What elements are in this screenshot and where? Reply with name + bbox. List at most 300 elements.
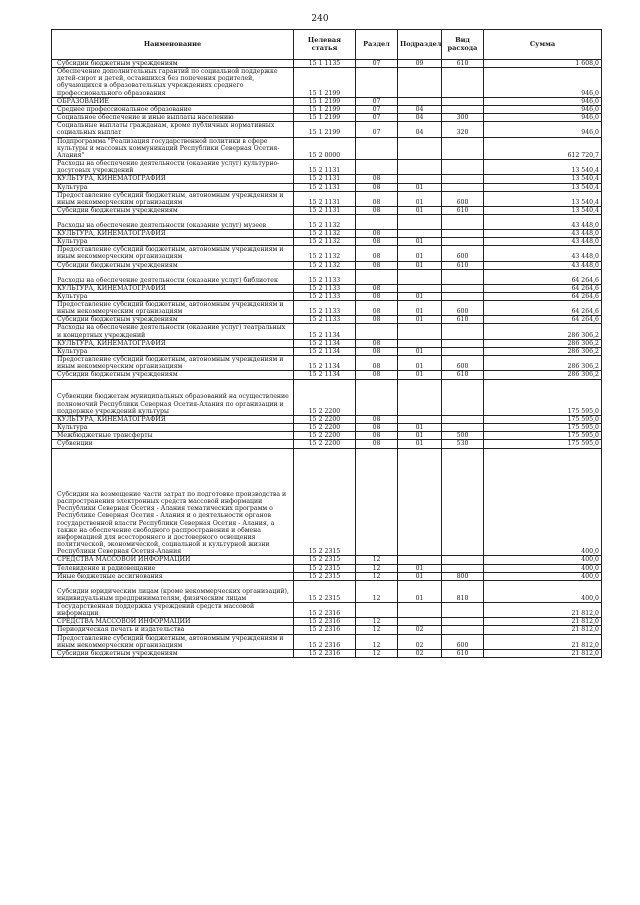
expense-type-cell: 610	[442, 649, 484, 657]
subsection-cell: 01	[398, 371, 442, 379]
subsection-cell: 01	[398, 206, 442, 214]
amount-cell: 286 306,2	[484, 339, 602, 347]
amount-cell: 946,0	[484, 68, 602, 98]
article-cell: 15 2 1132	[294, 246, 356, 261]
table-row	[52, 316, 602, 324]
name-cell: Обеспечение дополнительных гарантий по социальной поддержке детей-сирот и детей, оставшихся без попечения родителей, обучающихся в образовательных учреждениях среднего профессионального образования	[52, 68, 294, 98]
article-cell: 15 2 1131	[294, 160, 356, 175]
section-cell: 12	[356, 626, 398, 634]
table-row	[52, 324, 602, 339]
subsection-cell	[398, 97, 442, 105]
expense-type-cell: 600	[442, 246, 484, 261]
amount-cell: 946,0	[484, 114, 602, 122]
expense-type-cell	[442, 284, 484, 292]
article-cell: 15 1 1135	[294, 60, 356, 68]
subsection-cell	[398, 160, 442, 175]
table-row	[52, 105, 602, 113]
name-cell: Субвенции бюджетам муниципальных образований на осуществление полномочий Республики Северная Осетия-Алания по организации и поддержке учреждений культуры	[52, 379, 294, 415]
section-cell: 12	[356, 572, 398, 580]
table-row	[52, 183, 602, 191]
name-cell: Расходы на обеспечение деятельности (оказание услуг) театральных и концертных учреждений	[52, 324, 294, 339]
subsection-cell: 02	[398, 634, 442, 649]
subsection-cell	[398, 137, 442, 159]
subsection-cell	[398, 284, 442, 292]
name-cell: Субвенции	[52, 440, 294, 448]
table-row	[52, 602, 602, 617]
amount-cell: 400,0	[484, 564, 602, 572]
article-cell: 15 2 1131	[294, 206, 356, 214]
section-cell	[356, 324, 398, 339]
expense-type-cell	[442, 556, 484, 564]
amount-cell: 175 595,0	[484, 432, 602, 440]
subsection-cell: 01	[398, 316, 442, 324]
name-cell: Предоставление субсидий бюджетным, автономным учреждениям и иным некоммерческим организациям	[52, 246, 294, 261]
amount-cell: 13 540,4	[484, 191, 602, 206]
table-row	[52, 339, 602, 347]
subsection-cell: 04	[398, 114, 442, 122]
section-cell: 08	[356, 183, 398, 191]
section-cell: 08	[356, 292, 398, 300]
amount-cell: 286 306,2	[484, 347, 602, 355]
name-cell: Субсидии бюджетным учреждениям	[52, 261, 294, 269]
expense-type-cell	[442, 160, 484, 175]
section-cell: 12	[356, 618, 398, 626]
expense-type-cell	[442, 269, 484, 284]
article-cell: 15 2 2315	[294, 564, 356, 572]
table-row	[52, 230, 602, 238]
expense-type-cell: 610	[442, 60, 484, 68]
section-cell: 08	[356, 238, 398, 246]
amount-cell: 286 306,2	[484, 371, 602, 379]
section-cell: 08	[356, 440, 398, 448]
subsection-cell	[398, 618, 442, 626]
section-cell: 07	[356, 60, 398, 68]
subsection-cell: 01	[398, 424, 442, 432]
subsection-cell	[398, 68, 442, 98]
section-cell: 08	[356, 191, 398, 206]
name-cell: Культура	[52, 183, 294, 191]
expense-type-cell	[442, 415, 484, 423]
name-cell: Предоставление субсидий бюджетным, автономным учреждениям и иным некоммерческим организациям	[52, 356, 294, 371]
article-cell: 15 2 2316	[294, 626, 356, 634]
subsection-cell	[398, 415, 442, 423]
amount-cell: 21 812,0	[484, 626, 602, 634]
section-cell: 08	[356, 432, 398, 440]
table-row	[52, 347, 602, 355]
expense-type-cell	[442, 448, 484, 556]
table-row	[52, 122, 602, 137]
table-row	[52, 415, 602, 423]
amount-cell: 1 608,0	[484, 60, 602, 68]
subsection-cell: 04	[398, 122, 442, 137]
article-cell: 15 2 1131	[294, 175, 356, 183]
name-cell: Периодическая печать и издательства	[52, 626, 294, 634]
table-row	[52, 114, 602, 122]
section-cell: 07	[356, 97, 398, 105]
subsection-cell: 01	[398, 246, 442, 261]
expense-type-cell: 800	[442, 572, 484, 580]
amount-cell: 21 812,0	[484, 649, 602, 657]
subsection-cell	[398, 230, 442, 238]
article-cell: 15 2 1133	[294, 301, 356, 316]
subsection-cell: 01	[398, 183, 442, 191]
name-cell: СРЕДСТВА МАССОВОЙ ИНФОРМАЦИИ	[52, 556, 294, 564]
section-cell	[356, 68, 398, 98]
name-cell: Расходы на обеспечение деятельности (оказание услуг) музеев	[52, 215, 294, 230]
section-cell: 08	[356, 339, 398, 347]
expense-type-cell	[442, 347, 484, 355]
subsection-cell: 01	[398, 301, 442, 316]
section-cell: 08	[356, 230, 398, 238]
subsection-cell: 01	[398, 356, 442, 371]
table-row	[52, 356, 602, 371]
amount-cell: 64 264,6	[484, 269, 602, 284]
subsection-cell	[398, 215, 442, 230]
name-cell: Расходы на обеспечение деятельности (оказание услуг) культурно-досуговых учреждений	[52, 160, 294, 175]
expense-type-cell: 600	[442, 301, 484, 316]
table-row	[52, 191, 602, 206]
name-cell: Культура	[52, 347, 294, 355]
amount-cell: 43 448,0	[484, 246, 602, 261]
expense-type-cell	[442, 137, 484, 159]
amount-cell: 64 264,6	[484, 292, 602, 300]
name-cell: Субсидии бюджетным учреждениям	[52, 206, 294, 214]
table-body	[52, 60, 602, 658]
table-row	[52, 246, 602, 261]
expense-type-cell: 810	[442, 580, 484, 602]
table-row	[52, 448, 602, 556]
subsection-cell: 01	[398, 292, 442, 300]
table-row	[52, 432, 602, 440]
amount-cell: 286 306,2	[484, 356, 602, 371]
article-cell: 15 2 2200	[294, 440, 356, 448]
article-cell: 15 2 1134	[294, 356, 356, 371]
name-cell: Субсидии бюджетным учреждениям	[52, 316, 294, 324]
article-cell: 15 2 1132	[294, 238, 356, 246]
table-row	[52, 60, 602, 68]
amount-cell: 64 264,6	[484, 316, 602, 324]
table-row	[52, 618, 602, 626]
article-cell: 15 2 2200	[294, 432, 356, 440]
header-name: Наименование	[52, 30, 294, 60]
section-cell: 08	[356, 415, 398, 423]
table-row	[52, 424, 602, 432]
table-row	[52, 97, 602, 105]
section-cell: 08	[356, 347, 398, 355]
table-row	[52, 440, 602, 448]
expense-type-cell	[442, 602, 484, 617]
subsection-cell: 04	[398, 105, 442, 113]
budget-table	[51, 29, 602, 658]
name-cell: Субсидии бюджетным учреждениям	[52, 371, 294, 379]
amount-cell: 175 595,0	[484, 440, 602, 448]
amount-cell: 13 540,4	[484, 175, 602, 183]
article-cell: 15 2 1133	[294, 316, 356, 324]
amount-cell: 175 595,0	[484, 379, 602, 415]
expense-type-cell	[442, 238, 484, 246]
section-cell: 08	[356, 356, 398, 371]
expense-type-cell: 500	[442, 432, 484, 440]
article-cell: 15 2 1133	[294, 269, 356, 284]
subsection-cell	[398, 269, 442, 284]
section-cell	[356, 215, 398, 230]
section-cell: 08	[356, 301, 398, 316]
section-cell	[356, 379, 398, 415]
expense-type-cell: 610	[442, 316, 484, 324]
name-cell: КУЛЬТУРА, КИНЕМАТОГРАФИЯ	[52, 175, 294, 183]
section-cell: 07	[356, 122, 398, 137]
name-cell: Субсидии на возмещение части затрат по подготовке производства и распространения электронных средств массовой информации Республики Северная Осетия - Алания тематических программ о Республике Северная Осетия - Алания и о деятельности органов государственной власти Республики Северная Осетия - Алания, а также на обеспечение свободного распространения и обмена информацией для всестороннего и достоверного освещения политической, экономической, социальной и культурной жизни Республики Северная Осетия-Алания	[52, 448, 294, 556]
article-cell: 15 2 1134	[294, 324, 356, 339]
article-cell: 15 2 2200	[294, 415, 356, 423]
section-cell	[356, 160, 398, 175]
amount-cell: 43 448,0	[484, 238, 602, 246]
article-cell: 15 2 1134	[294, 347, 356, 355]
article-cell: 15 2 0000	[294, 137, 356, 159]
expense-type-cell: 320	[442, 122, 484, 137]
subsection-cell: 01	[398, 564, 442, 572]
article-cell: 15 2 1133	[294, 284, 356, 292]
amount-cell: 400,0	[484, 556, 602, 564]
name-cell: Предоставление субсидий бюджетным, автономным учреждениям и иным некоммерческим организациям	[52, 301, 294, 316]
article-cell: 15 2 2315	[294, 580, 356, 602]
expense-type-cell	[442, 618, 484, 626]
name-cell: Государственная поддержка учреждений средств массовой информации	[52, 602, 294, 617]
subsection-cell: 01	[398, 440, 442, 448]
article-cell: 15 2 2200	[294, 424, 356, 432]
amount-cell: 175 595,0	[484, 424, 602, 432]
article-cell: 15 2 2315	[294, 572, 356, 580]
amount-cell: 64 264,6	[484, 301, 602, 316]
amount-cell: 13 540,4	[484, 160, 602, 175]
article-cell: 15 2 1131	[294, 183, 356, 191]
table-row	[52, 175, 602, 183]
section-cell: 12	[356, 564, 398, 572]
article-cell: 15 2 2316	[294, 634, 356, 649]
table-row	[52, 137, 602, 159]
subsection-cell	[398, 602, 442, 617]
article-cell: 15 2 2316	[294, 602, 356, 617]
expense-type-cell: 600	[442, 191, 484, 206]
amount-cell: 946,0	[484, 122, 602, 137]
article-cell: 15 2 2315	[294, 448, 356, 556]
header-article: Целевая статья	[294, 30, 356, 60]
expense-type-cell: 600	[442, 634, 484, 649]
section-cell: 07	[356, 105, 398, 113]
name-cell: КУЛЬТУРА, КИНЕМАТОГРАФИЯ	[52, 230, 294, 238]
subsection-cell	[398, 175, 442, 183]
name-cell: Культура	[52, 424, 294, 432]
article-cell: 15 2 1133	[294, 292, 356, 300]
table-row	[52, 68, 602, 98]
article-cell: 15 1 2199	[294, 105, 356, 113]
expense-type-cell	[442, 105, 484, 113]
article-cell: 15 2 1132	[294, 230, 356, 238]
section-cell: 08	[356, 261, 398, 269]
table-row	[52, 371, 602, 379]
name-cell: Телевидение и радиовещание	[52, 564, 294, 572]
expense-type-cell	[442, 292, 484, 300]
subsection-cell: 01	[398, 572, 442, 580]
section-cell: 08	[356, 175, 398, 183]
amount-cell: 946,0	[484, 105, 602, 113]
expense-type-cell	[442, 564, 484, 572]
subsection-cell: 01	[398, 432, 442, 440]
amount-cell: 21 812,0	[484, 602, 602, 617]
article-cell: 15 2 1134	[294, 371, 356, 379]
subsection-cell	[398, 556, 442, 564]
table-row	[52, 160, 602, 175]
expense-type-cell	[442, 626, 484, 634]
table-row	[52, 572, 602, 580]
amount-cell: 946,0	[484, 97, 602, 105]
table-row	[52, 269, 602, 284]
section-cell: 08	[356, 246, 398, 261]
section-cell: 12	[356, 580, 398, 602]
table-row	[52, 634, 602, 649]
section-cell: 07	[356, 114, 398, 122]
header-amount: Сумма	[484, 30, 602, 60]
section-cell: 08	[356, 206, 398, 214]
section-cell	[356, 269, 398, 284]
name-cell: Среднее профессиональное образование	[52, 105, 294, 113]
amount-cell: 21 812,0	[484, 618, 602, 626]
amount-cell: 400,0	[484, 448, 602, 556]
expense-type-cell	[442, 324, 484, 339]
subsection-cell: 02	[398, 626, 442, 634]
header-subsection: Подраздел	[398, 30, 442, 60]
amount-cell: 13 540,4	[484, 206, 602, 214]
name-cell: КУЛЬТУРА, КИНЕМАТОГРАФИЯ	[52, 284, 294, 292]
article-cell: 15 1 2199	[294, 97, 356, 105]
article-cell: 15 2 2200	[294, 379, 356, 415]
amount-cell: 400,0	[484, 580, 602, 602]
subsection-cell: 01	[398, 347, 442, 355]
expense-type-cell	[442, 379, 484, 415]
amount-cell: 286 306,2	[484, 324, 602, 339]
table-row	[52, 238, 602, 246]
amount-cell: 64 264,6	[484, 284, 602, 292]
amount-cell: 175 595,0	[484, 415, 602, 423]
name-cell: Субсидии бюджетным учреждениям	[52, 649, 294, 657]
name-cell: Культура	[52, 238, 294, 246]
article-cell: 15 2 1132	[294, 261, 356, 269]
section-cell	[356, 137, 398, 159]
name-cell: Предоставление субсидий бюджетным, автономным учреждениям и иным некоммерческим организациям	[52, 634, 294, 649]
article-cell: 15 1 2199	[294, 68, 356, 98]
expense-type-cell	[442, 230, 484, 238]
amount-cell: 13 540,4	[484, 183, 602, 191]
expense-type-cell: 530	[442, 440, 484, 448]
subsection-cell	[398, 379, 442, 415]
amount-cell: 43 448,0	[484, 261, 602, 269]
section-cell: 12	[356, 649, 398, 657]
expense-type-cell	[442, 424, 484, 432]
table-row	[52, 301, 602, 316]
subsection-cell	[398, 324, 442, 339]
expense-type-cell	[442, 175, 484, 183]
expense-type-cell: 610	[442, 261, 484, 269]
page-number: 240	[311, 14, 329, 24]
expense-type-cell: 600	[442, 356, 484, 371]
section-cell: 08	[356, 371, 398, 379]
amount-cell: 612 720,7	[484, 137, 602, 159]
name-cell: Расходы на обеспечение деятельности (оказание услуг) библиотек	[52, 269, 294, 284]
article-cell: 15 2 1134	[294, 339, 356, 347]
name-cell: Субсидии бюджетным учреждениям	[52, 60, 294, 68]
section-cell: 08	[356, 284, 398, 292]
name-cell: Культура	[52, 292, 294, 300]
name-cell: КУЛЬТУРА, КИНЕМАТОГРАФИЯ	[52, 339, 294, 347]
amount-cell: 400,0	[484, 572, 602, 580]
header-section: Раздел	[356, 30, 398, 60]
article-cell: 15 1 2199	[294, 114, 356, 122]
subsection-cell: 01	[398, 261, 442, 269]
article-cell: 15 2 2316	[294, 618, 356, 626]
article-cell: 15 2 2316	[294, 649, 356, 657]
table-row	[52, 206, 602, 214]
subsection-cell: 09	[398, 60, 442, 68]
name-cell: Межбюджетные трансферты	[52, 432, 294, 440]
section-cell: 12	[356, 634, 398, 649]
article-cell: 15 1 2199	[294, 122, 356, 137]
name-cell: Подпрограмма "Реализация государственной политики в сфере культуры и массовых коммуникаций Республики Северная Осетия-Алания"	[52, 137, 294, 159]
name-cell: Социальное обеспечение и иные выплаты населению	[52, 114, 294, 122]
table-row	[52, 292, 602, 300]
subsection-cell: 01	[398, 238, 442, 246]
name-cell: Иные бюджетные ассигнования	[52, 572, 294, 580]
section-cell	[356, 448, 398, 556]
expense-type-cell	[442, 68, 484, 98]
subsection-cell: 01	[398, 580, 442, 602]
section-cell	[356, 602, 398, 617]
table-row	[52, 649, 602, 657]
amount-cell: 21 812,0	[484, 634, 602, 649]
expense-type-cell	[442, 183, 484, 191]
expense-type-cell: 300	[442, 114, 484, 122]
name-cell: ОБРАЗОВАНИЕ	[52, 97, 294, 105]
section-cell: 12	[356, 556, 398, 564]
name-cell: СРЕДСТВА МАССОВОЙ ИНФОРМАЦИИ	[52, 618, 294, 626]
table-row	[52, 626, 602, 634]
table-row	[52, 580, 602, 602]
expense-type-cell: 610	[442, 371, 484, 379]
table-row	[52, 215, 602, 230]
table-row	[52, 556, 602, 564]
article-cell: 15 2 2315	[294, 556, 356, 564]
table-row	[52, 379, 602, 415]
article-cell: 15 2 1132	[294, 215, 356, 230]
table-header-row	[52, 30, 602, 60]
subsection-cell: 02	[398, 649, 442, 657]
name-cell: Социальные выплаты гражданам, кроме публичных нормативных социальных выплат	[52, 122, 294, 137]
amount-cell: 43 448,0	[484, 230, 602, 238]
section-cell: 08	[356, 424, 398, 432]
name-cell: Предоставление субсидий бюджетным, автономным учреждениям и иным некоммерческим организациям	[52, 191, 294, 206]
header-expense-type: Вид расхода	[442, 30, 484, 60]
expense-type-cell	[442, 97, 484, 105]
table-row	[52, 564, 602, 572]
subsection-cell	[398, 339, 442, 347]
subsection-cell: 01	[398, 191, 442, 206]
expense-type-cell	[442, 215, 484, 230]
table-row	[52, 261, 602, 269]
table-row	[52, 284, 602, 292]
amount-cell: 43 448,0	[484, 215, 602, 230]
expense-type-cell	[442, 339, 484, 347]
subsection-cell	[398, 448, 442, 556]
section-cell: 08	[356, 316, 398, 324]
